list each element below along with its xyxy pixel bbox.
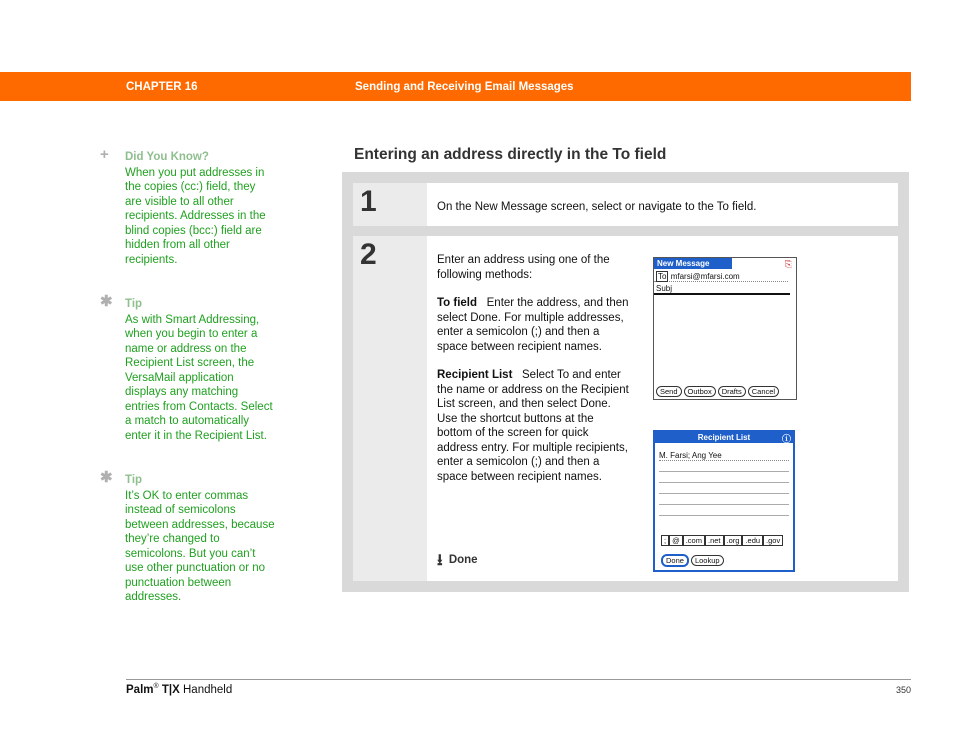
method-label: To field xyxy=(437,297,478,309)
recipient-entry[interactable]: M. Farsi; Ang Yee xyxy=(659,451,789,461)
button-row xyxy=(656,386,781,397)
brand-name: Palm xyxy=(126,683,154,696)
step-2 xyxy=(353,236,898,581)
sidebar-did-you-know xyxy=(100,146,275,267)
shortcut-row xyxy=(661,536,783,545)
outbox-button[interactable]: Outbox xyxy=(684,386,716,397)
screen-title: New Message xyxy=(654,258,732,269)
shortcut-net[interactable]: .net xyxy=(705,535,724,546)
sidebar-body: It’s OK to enter commas instead of semicolons between addresses, because they’re changed to semicolons. But you can’t use other punctuation or no punctuation between addresses. xyxy=(125,489,275,603)
done-marker xyxy=(437,549,478,576)
step-1 xyxy=(353,183,898,226)
done-label: Done xyxy=(448,554,478,566)
recipient-list-screen xyxy=(653,430,795,572)
method-label: Recipient List xyxy=(437,369,513,381)
sidebar-title: Did You Know? xyxy=(125,151,209,163)
steps-panel xyxy=(342,172,909,592)
sidebar-body: When you put addresses in the copies (cc:) field, they are visible to all other recipients. Addresses in the blind copies (bcc:) field are hidden from all other recipients. xyxy=(125,166,266,266)
shortcut-gov[interactable]: .gov xyxy=(763,535,783,546)
model-name: T|X xyxy=(161,683,180,696)
method-text: Select To and enter the name or address on the Recipient List screen, and then select Done. Use the shortcut buttons at the bottom of the screen for quick address entry. For multiple recipients, enter a semicolon (;) and then a space between recipient names. xyxy=(437,369,629,483)
to-value: mfarsi@mfarsi.com xyxy=(670,272,740,281)
drafts-button[interactable]: Drafts xyxy=(718,386,746,397)
recipient-lines xyxy=(659,461,789,523)
down-arrow-icon: ⭳ xyxy=(437,552,443,569)
page-number: 350 xyxy=(895,685,911,695)
shortcut-org[interactable]: .org xyxy=(724,535,743,546)
button-row xyxy=(661,554,726,567)
method-text: Enter the address, and then select Done. For multiple addresses, enter a semicolon (;) and then a space between recipient names. xyxy=(437,297,629,353)
asterisk-icon: ✱ xyxy=(100,293,113,310)
step-text: On the New Message screen, select or navigate to the To field. xyxy=(437,201,757,213)
to-button[interactable]: To xyxy=(658,272,667,281)
info-icon[interactable]: ⓘ xyxy=(781,434,791,444)
step-intro: Enter an address using one of the following methods: xyxy=(437,254,610,281)
new-message-screen xyxy=(653,257,797,400)
chapter-header-bar xyxy=(0,72,911,101)
chapter-number: CHAPTER 16 xyxy=(126,81,198,93)
shortcut-semicolon[interactable]: ; xyxy=(661,535,669,546)
step-text xyxy=(437,253,629,484)
attachment-icon[interactable]: ⎘ xyxy=(784,259,792,269)
shortcut-edu[interactable]: .edu xyxy=(742,535,763,546)
step-number-box xyxy=(353,183,427,226)
subj-label: Subj xyxy=(656,284,673,293)
plus-icon: + xyxy=(100,146,109,163)
section-title: Entering an address directly in the To field xyxy=(354,146,667,163)
send-button[interactable]: Send xyxy=(656,386,682,397)
chapter-title: Sending and Receiving Email Messages xyxy=(355,81,574,93)
sidebar-tip-2 xyxy=(100,469,275,605)
subj-row[interactable] xyxy=(654,284,790,295)
screen-title: Recipient List xyxy=(655,432,793,443)
to-row[interactable] xyxy=(654,272,788,282)
footer-product xyxy=(126,683,232,696)
step-number: 2 xyxy=(360,238,377,271)
sidebar-tip-1 xyxy=(100,293,275,443)
done-button[interactable]: Done xyxy=(661,554,689,567)
shortcut-com[interactable]: .com xyxy=(683,535,705,546)
cancel-button[interactable]: Cancel xyxy=(748,386,779,397)
lookup-button[interactable]: Lookup xyxy=(691,555,724,566)
asterisk-icon: ✱ xyxy=(100,469,113,486)
method-to-field xyxy=(437,296,629,354)
shortcut-at[interactable]: @ xyxy=(669,535,683,546)
step-number: 1 xyxy=(360,185,377,218)
sidebar-body: As with Smart Addressing, when you begin to enter a name or address on the Recipient List screen, the VersaMail application displays any matching entries from Contacts. Select a match to automatically enter it in the Recipient List. xyxy=(125,313,273,442)
footer xyxy=(126,679,911,696)
sidebar-title: Tip xyxy=(125,474,143,486)
registered-mark: ® xyxy=(153,683,159,690)
sidebar-title: Tip xyxy=(125,298,143,310)
method-recipient-list xyxy=(437,368,629,484)
product-suffix: Handheld xyxy=(183,683,233,696)
step-number-box xyxy=(353,236,427,581)
